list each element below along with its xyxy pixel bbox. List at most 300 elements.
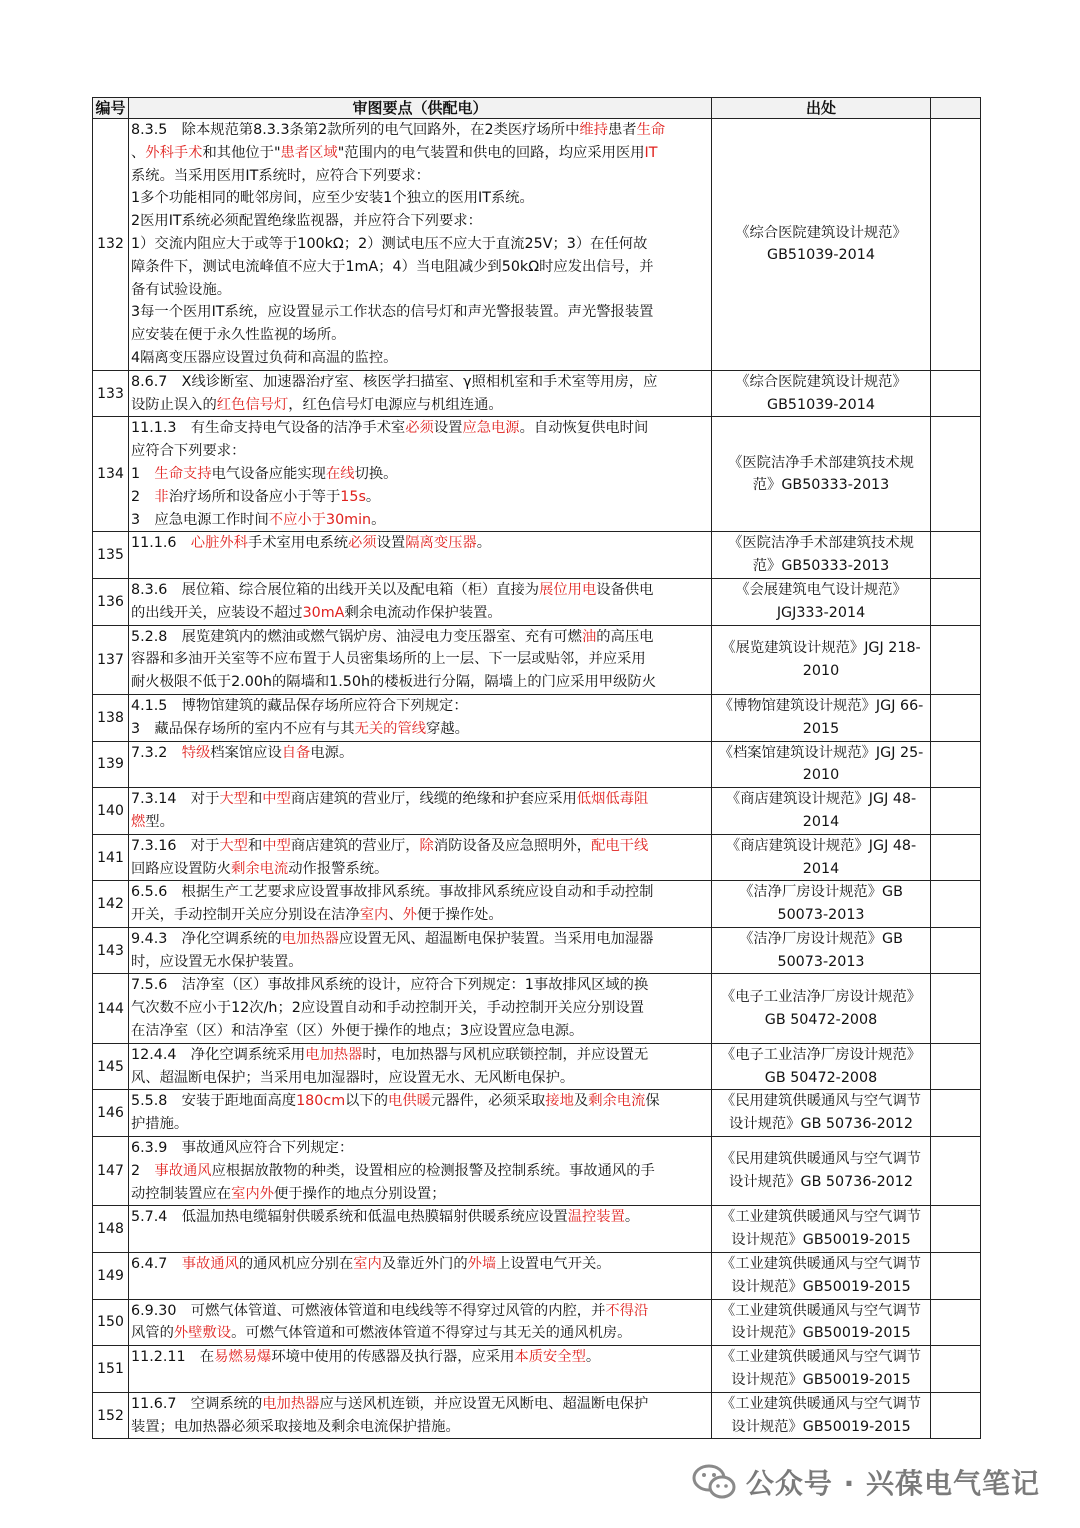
highlight-text: IT (644, 144, 658, 161)
text-segment: 1多个功能相同的毗邻房间，应至少安装1个独立的医用IT系统。 (131, 190, 534, 207)
text-segment: 11.6.7 空调系统的 (131, 1395, 263, 1412)
table-row (93, 578, 981, 625)
text-segment: 和 (247, 837, 263, 854)
row-number: 152 (93, 1392, 129, 1439)
source-reference: 《电子工业洁净厂房设计规范》GB 50472-2008 (712, 974, 931, 1043)
review-point-line (131, 974, 709, 997)
text-segment: 、 (131, 144, 146, 161)
text-segment: 应设置无风、超温断电保护装置。当采用电加湿器 (338, 930, 654, 947)
highlight-text: 患者区域 (280, 144, 338, 161)
source-reference: 《综合医院建筑设计规范》GB51039-2014 (712, 119, 931, 371)
text-segment: 6.4.7 (131, 1256, 182, 1273)
source-reference: 《综合医院建筑设计规范》GB51039-2014 (712, 370, 931, 417)
review-point-line (131, 579, 709, 602)
review-point-line (131, 1183, 709, 1206)
highlight-text: 非 (154, 488, 169, 505)
row-number: 133 (93, 370, 129, 417)
extra-cell (931, 370, 981, 417)
highlight-text: 事故通风 (181, 1256, 239, 1273)
review-point-line (131, 486, 709, 509)
table-row (93, 1206, 981, 1253)
row-number: 139 (93, 741, 129, 788)
highlight-text: 外科手术 (145, 144, 203, 161)
highlight-text: 180cm (296, 1093, 346, 1110)
review-point-line (131, 1137, 709, 1160)
highlight-text: 特级 (181, 744, 211, 761)
text-segment: 5.5.8 安装于距地面高度 (131, 1093, 297, 1110)
source-reference: 《医院洁净手术部建筑技术规范》GB50333-2013 (712, 417, 931, 532)
text-segment: 8.3.5 除本规范第8.3.3条第2款所列的电气回路外，在2类医疗场所中 (131, 122, 580, 138)
review-point-line (131, 951, 709, 974)
text-segment: 2 (131, 488, 155, 505)
row-number: 135 (93, 532, 129, 579)
extra-cell (931, 578, 981, 625)
review-point-line (131, 1322, 709, 1345)
text-segment: 商店建筑的营业厅， (290, 837, 420, 854)
review-point-line (131, 1113, 709, 1136)
text-segment: 12.4.4 净化空调系统采用 (131, 1046, 306, 1063)
text-segment: 开关，手动控制开关应分别设在洁净 (131, 907, 360, 924)
review-point-line (131, 233, 709, 256)
review-point-line (131, 1416, 709, 1439)
text-segment: 1）交流内阻应大于或等于100kΩ；2）测试电压不应大于直流25V；3）在任何故 (131, 235, 648, 252)
source-reference: 《医院洁净手术部建筑技术规范》GB50333-2013 (712, 532, 931, 579)
highlight-text: 温控装置 (567, 1209, 625, 1226)
row-number: 150 (93, 1299, 129, 1346)
text-segment: 患者 (607, 122, 637, 138)
review-point-line (131, 324, 709, 347)
review-point-line (131, 532, 709, 555)
text-segment: 4.1.5 博物馆建筑的藏品保存场所应符合下列规定： (131, 697, 468, 714)
row-number: 143 (93, 927, 129, 974)
review-point-line (131, 835, 709, 858)
review-point-line (131, 165, 709, 188)
review-point-line (131, 119, 709, 142)
wechat-icon (692, 1464, 736, 1500)
row-number: 146 (93, 1090, 129, 1137)
source-reference: 《工业建筑供暖通风与空气调节设计规范》GB50019-2015 (712, 1253, 931, 1300)
review-point (129, 1090, 712, 1137)
text-segment: 障条件下，测试电流峰值不应大于1mA；4）当电阻减少到50kΩ时应发出信号，并 (131, 258, 654, 275)
review-point-line (131, 881, 709, 904)
review-point (129, 1253, 712, 1300)
text-segment: 穿越。 (426, 720, 469, 737)
highlight-text: 中型 (262, 791, 291, 808)
header-no: 编号 (93, 98, 129, 119)
text-segment: 6.5.6 根据生产工艺要求应设置事故排风系统。事故排风系统应设自动和手动控制 (131, 884, 654, 901)
extra-cell (931, 417, 981, 532)
watermark-text: 公众号 · 兴葆电气笔记 (745, 1467, 1040, 1500)
row-number: 147 (93, 1137, 129, 1206)
text-segment: 。 (624, 1209, 640, 1226)
table-row (93, 532, 981, 579)
review-point-line (131, 187, 709, 210)
review-point (129, 1043, 712, 1090)
highlight-text: 接地 (545, 1093, 574, 1110)
review-point-line (131, 1253, 709, 1276)
extra-cell (931, 694, 981, 741)
review-point-line (131, 210, 709, 233)
watermark (692, 1462, 1040, 1502)
text-segment: 9.4.3 净化空调系统的 (131, 930, 282, 947)
source-reference: 《工业建筑供暖通风与空气调节设计规范》GB50019-2015 (712, 1346, 931, 1393)
table-row (93, 1253, 981, 1300)
review-point (129, 1206, 712, 1253)
text-segment: 手术室用电系统 (247, 535, 349, 552)
review-point (129, 625, 712, 694)
text-segment: 2 (131, 1162, 155, 1179)
extra-cell (931, 881, 981, 928)
highlight-text: 15s (340, 488, 366, 505)
text-segment: 护措施。 (131, 1116, 189, 1133)
review-point-line (131, 1090, 709, 1113)
text-segment: 8.3.6 展位箱、综合展位箱的出线开关以及配电箱（柜）直接为 (131, 581, 540, 598)
text-segment: 及 (573, 1093, 589, 1110)
source-reference: 《展览建筑设计规范》JGJ 218-2010 (712, 625, 931, 694)
table-row (93, 694, 981, 741)
highlight-text: 外 (402, 907, 417, 924)
text-segment: 风管的 (131, 1325, 174, 1342)
extra-cell (931, 1299, 981, 1346)
extra-cell (931, 834, 981, 881)
header-source: 出处 (712, 98, 931, 119)
table-row (93, 1299, 981, 1346)
review-point (129, 788, 712, 835)
review-point (129, 532, 712, 579)
source-reference: 《商店建筑设计规范》JGJ 48-2014 (712, 834, 931, 881)
highlight-text: 大型 (219, 791, 248, 808)
highlight-text: 心脏外科 (190, 535, 248, 552)
row-number: 141 (93, 834, 129, 881)
highlight-text: 展位用电 (539, 581, 597, 598)
extra-cell (931, 1043, 981, 1090)
text-segment: 2医用IT系统必须配置绝缘监视器，并应符合下列要求： (131, 213, 482, 230)
highlight-text: 本质安全型 (514, 1349, 586, 1366)
table-row (93, 417, 981, 532)
highlight-text: 电加热器 (305, 1046, 363, 1063)
highlight-text: 易燃易爆 (214, 1349, 272, 1366)
row-number: 144 (93, 974, 129, 1043)
row-number: 134 (93, 417, 129, 532)
review-point (129, 119, 712, 371)
table-row (93, 881, 981, 928)
text-segment: 时，电加热器与风机应联锁控制，并应设置无 (362, 1046, 649, 1063)
highlight-text: 室内外 (231, 1185, 274, 1202)
table-row (93, 927, 981, 974)
table-row (93, 1090, 981, 1137)
review-point (129, 881, 712, 928)
table-row (93, 1392, 981, 1439)
extra-cell (931, 1090, 981, 1137)
text-segment: 11.2.11 在 (131, 1349, 215, 1366)
source-reference: 《洁净厂房设计规范》GB 50073-2013 (712, 927, 931, 974)
source-reference: 《民用建筑供暖通风与空气调节设计规范》GB 50736-2012 (712, 1137, 931, 1206)
highlight-text: 不应小于30min (268, 511, 372, 528)
text-segment: 和 (247, 791, 263, 808)
review-point-line (131, 440, 709, 463)
review-point-line (131, 742, 709, 765)
text-segment: 以下的 (345, 1093, 389, 1110)
review-point-line (131, 1346, 709, 1369)
highlight-text: 大型 (219, 837, 248, 854)
text-segment: 和其他位于" (202, 144, 281, 161)
text-segment: "范围内的电气装置和供电的回路，均应采用医用 (337, 144, 645, 161)
table-row (93, 1043, 981, 1090)
text-segment: ，红色信号灯电源应与机组连通。 (288, 396, 503, 413)
highlight-text: 中型 (262, 837, 291, 854)
text-segment: 应安装在便于永久性监视的场所。 (131, 327, 346, 344)
text-segment: 的通风机应分别在 (238, 1256, 354, 1273)
row-number: 145 (93, 1043, 129, 1090)
text-segment: 消防设备及应急照明外， (433, 837, 592, 854)
row-number: 140 (93, 788, 129, 835)
text-segment: 容器和多油开关室等不应布置于人员密集场所的上一层、下一层或贴邻，并应采用 (131, 651, 646, 668)
text-segment: 5.7.4 低温加热电缆辐射供暖系统和低温电热膜辐射供暖系统应设置 (131, 1209, 568, 1226)
extra-cell (931, 1346, 981, 1393)
highlight-text: 自备 (281, 744, 311, 761)
text-segment: 便于操作的地点分别设置； (273, 1185, 446, 1202)
source-reference: 《工业建筑供暖通风与空气调节设计规范》GB50019-2015 (712, 1299, 931, 1346)
highlight-text: 燃 (131, 813, 146, 830)
highlight-text: 在线 (325, 465, 355, 482)
highlight-text: 生命支持 (154, 465, 212, 482)
row-number: 132 (93, 119, 129, 371)
text-segment: 动作报警系统。 (288, 860, 389, 877)
text-segment: 元器件，必须采取 (430, 1093, 546, 1110)
text-segment: 剩余电流动作保护装置。 (344, 604, 502, 621)
review-point (129, 1137, 712, 1206)
source-reference: 《会展建筑电气设计规范》JGJ333-2014 (712, 578, 931, 625)
highlight-text: 除 (419, 837, 434, 854)
text-segment: 的出线开关，应装设不超过 (131, 604, 303, 621)
text-segment: 治疗场所和设备应小于等于 (168, 488, 341, 505)
table-row (93, 788, 981, 835)
highlight-text: 生命 (636, 122, 666, 138)
review-point-line (131, 279, 709, 302)
highlight-text: 外壁敷设 (173, 1325, 232, 1342)
highlight-text: 电加热器 (262, 1395, 320, 1412)
table-row (93, 741, 981, 788)
extra-cell (931, 625, 981, 694)
highlight-text: 室内 (353, 1256, 382, 1273)
review-point-line (131, 256, 709, 279)
review-point (129, 741, 712, 788)
text-segment: 11.1.3 有生命支持电气设备的洁净手术室 (131, 420, 406, 437)
row-number: 137 (93, 625, 129, 694)
review-point-line (131, 1300, 709, 1323)
text-segment: 档案馆应设 (210, 744, 282, 761)
text-segment: 。 (476, 535, 492, 552)
highlight-text: 低烟低毒阻 (576, 791, 649, 808)
review-point-line (131, 811, 709, 834)
review-point-line (131, 509, 709, 532)
text-segment: 。自动恢复供电时间 (519, 420, 649, 437)
text-segment: 型。 (145, 813, 174, 830)
table-row (93, 625, 981, 694)
text-segment: 设备供电 (596, 581, 654, 598)
review-point-line (131, 463, 709, 486)
review-point-line (131, 1067, 709, 1090)
text-segment: 备有试验设施。 (131, 281, 232, 298)
text-segment: 电气设备应能实现 (211, 465, 326, 482)
review-point-line (131, 301, 709, 324)
review-point-line (131, 371, 709, 394)
extra-cell (931, 741, 981, 788)
text-segment: 1 (131, 465, 155, 482)
highlight-text: 红色信号灯 (216, 396, 289, 413)
spec-table (92, 97, 981, 1439)
text-segment: 应与送风机连锁，并应设置无风断电、超温断电保护 (319, 1395, 649, 1412)
text-segment: 3 应急电源工作时间 (131, 511, 269, 528)
text-segment: 电源。 (310, 744, 354, 761)
review-point (129, 1346, 712, 1393)
source-reference: 《博物馆建筑设计规范》JGJ 66-2015 (712, 694, 931, 741)
text-segment: 设置 (376, 535, 406, 552)
review-point-line (131, 1160, 709, 1183)
table-row (93, 974, 981, 1043)
highlight-text: 外墙 (467, 1256, 497, 1273)
review-point-line (131, 858, 709, 881)
text-segment: 6.9.30 可燃气体管道、可燃液体管道和电线线等不得穿过风管的内腔，并 (131, 1302, 606, 1319)
highlight-text: 应急电源 (462, 420, 520, 437)
text-segment: 风、超温断电保护；当采用电加湿器时，应设置无水、无风断电保护。 (131, 1069, 575, 1086)
text-segment: 7.3.2 (131, 744, 182, 761)
highlight-text: 室内 (359, 907, 389, 924)
text-segment: 保 (645, 1093, 660, 1110)
review-point (129, 834, 712, 881)
text-segment: 在洁净室（区）和洁净室（区）外便于操作的地点；3应设置应急电源。 (131, 1023, 584, 1040)
extra-cell (931, 1137, 981, 1206)
source-reference: 《民用建筑供暖通风与空气调节设计规范》GB 50736-2012 (712, 1090, 931, 1137)
extra-cell (931, 1206, 981, 1253)
highlight-text: 电加热器 (281, 930, 339, 947)
highlight-text: 油 (581, 628, 597, 645)
highlight-text: 隔离变压器 (405, 535, 477, 552)
row-number: 136 (93, 578, 129, 625)
text-segment: 7.5.6 洁净室（区）事故排风系统的设计，应符合下列规定：1事故排风区域的换 (131, 977, 649, 994)
extra-cell (931, 1392, 981, 1439)
text-segment: 。 (371, 511, 386, 528)
review-point (129, 694, 712, 741)
text-segment: 11.1.6 (131, 535, 191, 552)
review-point-line (131, 1206, 709, 1229)
highlight-text: 30mA (302, 604, 345, 621)
source-reference: 《商店建筑设计规范》JGJ 48-2014 (712, 788, 931, 835)
extra-cell (931, 974, 981, 1043)
text-segment: 回路应设置防火 (131, 860, 232, 877)
review-point-line (131, 671, 709, 694)
text-segment: 便于操作处。 (416, 907, 503, 924)
highlight-text: 无关的管线 (354, 720, 427, 737)
text-segment: 设置 (433, 420, 463, 437)
review-point (129, 578, 712, 625)
text-segment: 及靠近外门的 (381, 1256, 468, 1273)
review-point-line (131, 142, 709, 165)
review-point-line (131, 648, 709, 671)
table-row (93, 119, 981, 371)
text-segment: 动控制装置应在 (131, 1185, 232, 1202)
row-number: 151 (93, 1346, 129, 1393)
review-point (129, 974, 712, 1043)
text-segment: 。 (365, 488, 381, 505)
text-segment: 应符合下列要求： (131, 443, 246, 460)
highlight-text: 电供暖 (388, 1093, 431, 1110)
table-row (93, 370, 981, 417)
review-point-line (131, 904, 709, 927)
highlight-text: 不得沿 (605, 1302, 649, 1319)
extra-cell (931, 927, 981, 974)
text-segment: 7.3.16 对于 (131, 837, 220, 854)
highlight-text: 配电干线 (591, 837, 649, 854)
highlight-text: 剩余电流 (231, 860, 289, 877)
highlight-text: 剩余电流 (588, 1093, 646, 1110)
review-point-line (131, 1393, 709, 1416)
text-segment: 耐火极限不低于2.00h的隔墙和1.50h的楼板进行分隔，隔墙上的门应采用甲级防火 (131, 674, 656, 691)
source-reference: 《档案馆建筑设计规范》JGJ 25-2010 (712, 741, 931, 788)
highlight-text: 事故通风 (154, 1162, 212, 1179)
text-segment: 系统。当采用医用IT系统时，应符合下列要求： (131, 167, 430, 184)
highlight-text: 维持 (579, 122, 608, 138)
review-point-line (131, 1044, 709, 1067)
header-point: 审图要点（供配电） (129, 98, 712, 119)
text-segment: 应根据放散物的种类，设置相应的检测报警及控制系统。事故通风的手 (211, 1162, 655, 1179)
text-segment: 的高压电 (596, 628, 654, 645)
text-segment: 。可燃气体管道和可燃液体管道不得穿过与其无关的通风机房。 (231, 1325, 632, 1342)
text-segment: 环境中使用的传感器及执行器，应采用 (271, 1349, 515, 1366)
table-row (93, 1137, 981, 1206)
extra-cell (931, 532, 981, 579)
review-point (129, 417, 712, 532)
source-reference: 《洁净厂房设计规范》GB 50073-2013 (712, 881, 931, 928)
review-point-line (131, 928, 709, 951)
review-point-line (131, 718, 709, 741)
review-point-line (131, 788, 709, 811)
table-row (93, 1346, 981, 1393)
review-point-line (131, 695, 709, 718)
header-extra (931, 98, 981, 119)
source-reference: 《工业建筑供暖通风与空气调节设计规范》GB50019-2015 (712, 1392, 931, 1439)
row-number: 149 (93, 1253, 129, 1300)
text-segment: 切换。 (354, 465, 398, 482)
review-point (129, 1299, 712, 1346)
source-reference: 《电子工业洁净厂房设计规范》GB 50472-2008 (712, 1043, 931, 1090)
highlight-text: 必须 (348, 535, 377, 552)
text-segment: 4隔离变压器应设置过负荷和高温的监控。 (131, 349, 398, 366)
header-row (93, 98, 981, 119)
review-point-line (131, 394, 709, 417)
review-point-line (131, 347, 709, 370)
text-segment: 上设置电气开关。 (496, 1256, 611, 1273)
text-segment: 时，应设置无水保护装置。 (131, 953, 303, 970)
review-point (129, 927, 712, 974)
highlight-text: 必须 (405, 420, 434, 437)
review-point (129, 1392, 712, 1439)
text-segment: 8.6.7 X线诊断室、加速器治疗室、核医学扫描室、γ照相机室和手术室等用房，应 (131, 373, 658, 390)
text-segment: 商店建筑的营业厅，线缆的绝缘和护套应采用 (290, 791, 577, 808)
review-point-line (131, 417, 709, 440)
review-point-line (131, 997, 709, 1020)
text-segment: 。 (585, 1349, 601, 1366)
text-segment: 3 藏品保存场所的室内不应有与其 (131, 720, 355, 737)
row-number: 148 (93, 1206, 129, 1253)
text-segment: 3每一个医用IT系统，应设置显示工作状态的信号灯和声光警报装置。声光警报装置 (131, 304, 654, 321)
text-segment: 气次数不应小于12次/h；2应设置自动和手动控制开关，手动控制开关应分别设置 (131, 1000, 644, 1017)
source-reference: 《工业建筑供暖通风与空气调节设计规范》GB50019-2015 (712, 1206, 931, 1253)
text-segment: 设防止误入的 (131, 396, 217, 413)
text-segment: 5.2.8 展览建筑内的燃油或燃气锅炉房、油浸电力变压器室、充有可燃 (131, 628, 582, 645)
text-segment: 6.3.9 事故通风应符合下列规定： (131, 1140, 354, 1157)
review-point-line (131, 1020, 709, 1043)
